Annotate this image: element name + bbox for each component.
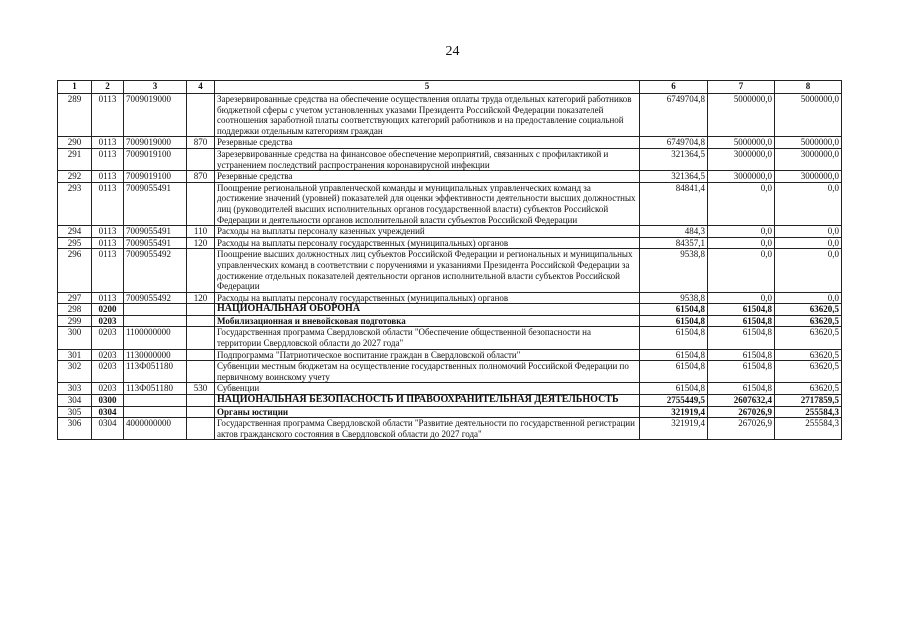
amount-2027-cell: 0,0 [775,182,842,225]
table-row [58,237,842,249]
target-code-cell: 7009055491 [124,182,187,225]
amount-2027-cell: 63620,5 [775,304,842,316]
amount-2026-cell: 61504,8 [708,383,775,395]
amount-2027-cell: 63620,5 [775,349,842,361]
header-row [58,81,842,94]
amount-2025-cell: 6749704,8 [640,94,708,137]
section-code-cell: 0113 [92,171,124,183]
target-code-cell: 7009019000 [124,137,187,149]
section-code-cell: 0203 [92,349,124,361]
item-name-cell: Зарезервированные средства на финансовое обеспечение мероприятий, связанных с профилактикой и устранением последствий распространения коронавирусной инфекции [215,148,640,170]
table-row [58,361,842,383]
amount-2027-cell: 63620,5 [775,383,842,395]
amount-2026-cell: 0,0 [708,226,775,238]
amount-2025-cell: 321364,5 [640,171,708,183]
target-code-cell: 7009019000 [124,94,187,137]
target-code-cell [124,315,187,327]
target-code-cell: 7009055492 [124,249,187,292]
expense-type-cell [187,148,215,170]
item-name-cell: Субвенции местным бюджетам на осуществление государственных полномочий Российской Федерации по первичному воинскому учету [215,361,640,383]
expense-type-cell [187,406,215,418]
amount-2027-cell: 255584,3 [775,418,842,440]
section-code-cell: 0113 [92,94,124,137]
section-code-cell: 0113 [92,237,124,249]
amount-2025-cell: 61504,8 [640,315,708,327]
item-name-cell: Расходы на выплаты персоналу государственных (муниципальных) органов [215,237,640,249]
target-code-cell: 7009055491 [124,237,187,249]
amount-2026-cell: 3000000,0 [708,171,775,183]
amount-2025-cell: 321919,4 [640,418,708,440]
amount-2025-cell: 61504,8 [640,361,708,383]
section-code-cell: 0203 [92,315,124,327]
amount-2027-cell: 5000000,0 [775,137,842,149]
section-code-cell: 0113 [92,226,124,238]
target-code-cell: 1100000000 [124,327,187,349]
expense-type-cell: 530 [187,383,215,395]
amount-2027-cell: 0,0 [775,226,842,238]
amount-2026-cell: 61504,8 [708,327,775,349]
item-name-cell: Поощрение высших должностных лиц субъектов Российской Федерации и региональных и муниципальных управленческих команд в соответствии с поручениями и указаниями Президента Российской Федерации за достижение отдельных показателей деятельности органов исполнительной власти субъектов Российской Федерации [215,249,640,292]
amount-2027-cell: 63620,5 [775,327,842,349]
row-number-cell: 295 [58,237,92,249]
expense-type-cell [187,182,215,225]
amount-2027-cell: 3000000,0 [775,171,842,183]
item-name-cell: Расходы на выплаты персоналу казенных учреждений [215,226,640,238]
page-number: 24 [445,44,460,59]
amount-2026-cell: 0,0 [708,237,775,249]
expense-type-cell [187,304,215,316]
table-row [58,292,842,304]
section-code-cell: 0203 [92,361,124,383]
table-row [58,418,842,440]
item-name-cell: Резервные средства [215,171,640,183]
expense-type-cell: 120 [187,292,215,304]
item-name-cell: Зарезервированные средства на обеспечение осуществления оплаты труда отдельных категорий работников бюджетной сферы с учетом установленных указами Президента Российской Федерации показателей соотношения заработной платы соответствующих категорий работников и на предоставление социальной поддержки отдельным категориям граждан [215,94,640,137]
item-name-cell: Государственная программа Свердловской области "Развитие деятельности по государственной регистрации актов гражданского состояния в Свердловской области до 2027 года" [215,418,640,440]
expense-type-cell [187,349,215,361]
item-name-cell: Резервные средства [215,137,640,149]
amount-2027-cell: 63620,5 [775,315,842,327]
amount-2027-cell: 0,0 [775,292,842,304]
amount-2027-cell: 0,0 [775,249,842,292]
section-code-cell: 0200 [92,304,124,316]
amount-2025-cell: 61504,8 [640,304,708,316]
amount-2025-cell: 321919,4 [640,406,708,418]
row-number-cell: 289 [58,94,92,137]
target-code-cell: 113Ф051180 [124,383,187,395]
column-header: 7 [708,81,775,94]
amount-2026-cell: 61504,8 [708,304,775,316]
row-number-cell: 293 [58,182,92,225]
item-name-cell: Поощрение региональной управленческой команды и муниципальных управленческих команд за достижение значений (уровней) показателей для оценки эффективности деятельности высших должностных лиц (руководителей высших исполнительных органов государственной власти) субъектов Российской Федерации и деятельности органов исполнительной власти субъектов Российской Федерации [215,182,640,225]
row-number-cell: 305 [58,406,92,418]
table-row [58,182,842,225]
budget-table [57,80,842,440]
target-code-cell [124,304,187,316]
amount-2026-cell: 0,0 [708,292,775,304]
section-code-cell: 0304 [92,418,124,440]
column-header: 2 [92,81,124,94]
item-name-cell: НАЦИОНАЛЬНАЯ ОБОРОНА [215,304,640,316]
target-code-cell: 113Ф051180 [124,361,187,383]
item-name-cell: Органы юстиции [215,406,640,418]
amount-2025-cell: 9538,8 [640,249,708,292]
amount-2026-cell: 0,0 [708,249,775,292]
target-code-cell [124,406,187,418]
column-header: 8 [775,81,842,94]
amount-2026-cell: 267026,9 [708,406,775,418]
expense-type-cell [187,361,215,383]
table-row [58,249,842,292]
row-number-cell: 296 [58,249,92,292]
section-code-cell: 0113 [92,137,124,149]
target-code-cell: 7009055491 [124,226,187,238]
amount-2025-cell: 84841,4 [640,182,708,225]
expense-type-cell [187,315,215,327]
amount-2025-cell: 61504,8 [640,383,708,395]
column-header: 5 [215,81,640,94]
row-number-cell: 301 [58,349,92,361]
amount-2025-cell: 321364,5 [640,148,708,170]
section-code-cell: 0203 [92,327,124,349]
amount-2026-cell: 3000000,0 [708,148,775,170]
item-name-cell: Расходы на выплаты персоналу государственных (муниципальных) органов [215,292,640,304]
amount-2027-cell: 2717859,5 [775,395,842,407]
section-code-cell: 0113 [92,249,124,292]
target-code-cell: 1130000000 [124,349,187,361]
target-code-cell: 4000000000 [124,418,187,440]
table-row [58,327,842,349]
row-number-cell: 304 [58,395,92,407]
expense-type-cell [187,249,215,292]
amount-2025-cell: 61504,8 [640,327,708,349]
row-number-cell: 300 [58,327,92,349]
table-row [58,137,842,149]
amount-2027-cell: 5000000,0 [775,94,842,137]
row-number-cell: 292 [58,171,92,183]
amount-2026-cell: 61504,8 [708,315,775,327]
target-code-cell: 7009019100 [124,171,187,183]
expense-type-cell [187,395,215,407]
amount-2026-cell: 267026,9 [708,418,775,440]
item-name-cell: Мобилизационная и вневойсковая подготовка [215,315,640,327]
expense-type-cell [187,327,215,349]
amount-2026-cell: 61504,8 [708,349,775,361]
table-row [58,383,842,395]
table-row [58,304,842,316]
table-row [58,94,842,137]
amount-2026-cell: 2607632,4 [708,395,775,407]
expense-type-cell: 870 [187,137,215,149]
table-row [58,395,842,407]
section-code-cell: 0203 [92,383,124,395]
row-number-cell: 302 [58,361,92,383]
expense-type-cell: 110 [187,226,215,238]
table-row [58,226,842,238]
table-row [58,315,842,327]
amount-2025-cell: 61504,8 [640,349,708,361]
item-name-cell: Государственная программа Свердловской области "Обеспечение общественной безопасности на территории Свердловской области до 2027 года" [215,327,640,349]
amount-2027-cell: 63620,5 [775,361,842,383]
table-row [58,406,842,418]
amount-2026-cell: 61504,8 [708,361,775,383]
expense-type-cell [187,418,215,440]
expense-type-cell: 870 [187,171,215,183]
expense-type-cell: 120 [187,237,215,249]
column-header: 4 [187,81,215,94]
amount-2025-cell: 2755449,5 [640,395,708,407]
row-number-cell: 299 [58,315,92,327]
section-code-cell: 0304 [92,406,124,418]
row-number-cell: 297 [58,292,92,304]
amount-2025-cell: 84357,1 [640,237,708,249]
amount-2025-cell: 9538,8 [640,292,708,304]
amount-2026-cell: 5000000,0 [708,137,775,149]
item-name-cell: НАЦИОНАЛЬНАЯ БЕЗОПАСНОСТЬ И ПРАВООХРАНИТЕЛЬНАЯ ДЕЯТЕЛЬНОСТЬ [215,395,640,407]
expense-type-cell [187,94,215,137]
table-row [58,171,842,183]
amount-2026-cell: 5000000,0 [708,94,775,137]
amount-2025-cell: 6749704,8 [640,137,708,149]
item-name-cell: Субвенции [215,383,640,395]
column-header: 6 [640,81,708,94]
table-row [58,148,842,170]
amount-2027-cell: 0,0 [775,237,842,249]
section-code-cell: 0113 [92,292,124,304]
row-number-cell: 298 [58,304,92,316]
row-number-cell: 290 [58,137,92,149]
row-number-cell: 291 [58,148,92,170]
amount-2027-cell: 3000000,0 [775,148,842,170]
target-code-cell [124,395,187,407]
target-code-cell: 7009055492 [124,292,187,304]
row-number-cell: 306 [58,418,92,440]
item-name-cell: Подпрограмма "Патриотическое воспитание граждан в Свердловской области" [215,349,640,361]
section-code-cell: 0300 [92,395,124,407]
section-code-cell: 0113 [92,148,124,170]
table-row [58,349,842,361]
amount-2026-cell: 0,0 [708,182,775,225]
amount-2025-cell: 484,3 [640,226,708,238]
target-code-cell: 7009019100 [124,148,187,170]
column-header: 3 [124,81,187,94]
amount-2027-cell: 255584,3 [775,406,842,418]
row-number-cell: 294 [58,226,92,238]
row-number-cell: 303 [58,383,92,395]
column-header: 1 [58,81,92,94]
section-code-cell: 0113 [92,182,124,225]
